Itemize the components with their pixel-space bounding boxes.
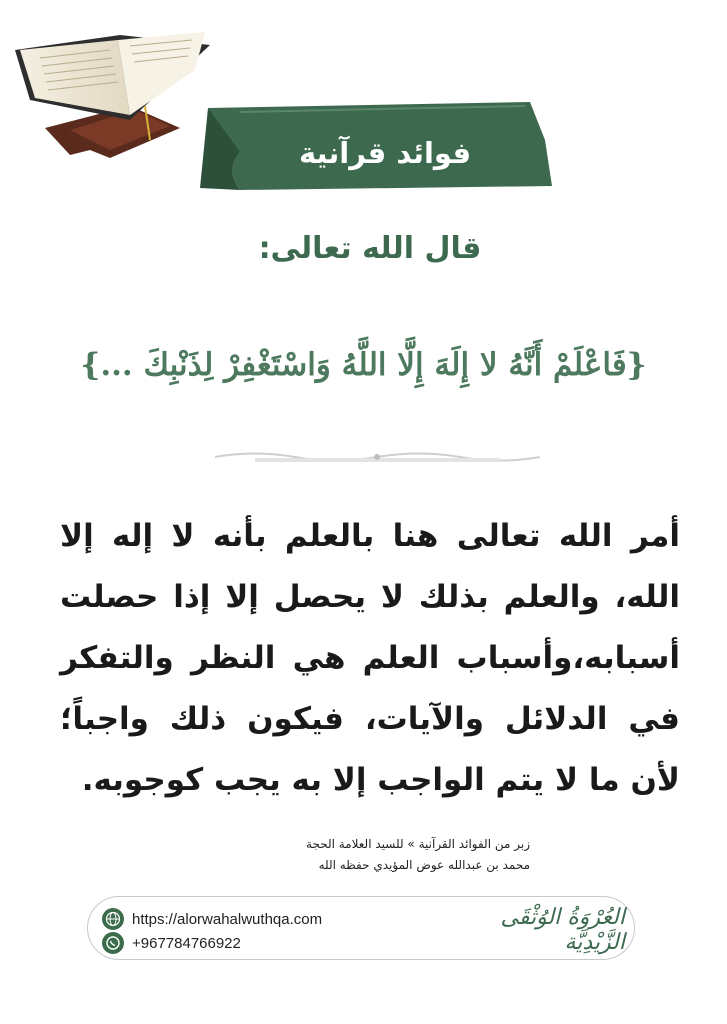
quran-book-icon	[10, 10, 220, 160]
website-row[interactable]	[102, 908, 322, 930]
source-line-1: زبر من الفوائد القرآنية » للسيد العلامة الحجة	[306, 837, 530, 851]
phone-number[interactable]: +967784766922	[132, 934, 241, 952]
whatsapp-icon	[102, 932, 124, 954]
globe-icon	[102, 908, 124, 930]
commentary-text: أمر الله تعالى هنا بالعلم بأنه لا إله إلا الله، والعلم بذلك لا يحصل إلا إذا حصلت أسبابه،وأسباب العلم هي النظر والتفكر في الدلائل والآيات، فيكون ذلك واجباً؛ لأن ما لا يتم الواجب إلا به يجب كوجوبه.	[60, 518, 680, 798]
phone-row[interactable]	[102, 932, 241, 954]
quran-verse: {فَاعْلَمْ أَنَّهُ لا إِلَهَ إِلَّا اللَّهُ وَاسْتَغْفِرْ لِذَنْبِكَ ...}	[80, 347, 647, 383]
ornament-divider	[215, 446, 540, 468]
source-citation	[240, 834, 530, 884]
source-line-2: محمد بن عبدالله عوض المؤيدي حفظه الله	[318, 858, 530, 872]
ribbon-title: فوائد قرآنية	[298, 136, 472, 170]
website-link[interactable]: https://alorwahalwuthqa.com	[132, 910, 323, 928]
intro-heading: قال الله تعالى:	[258, 230, 482, 266]
organization-logo: العُرْوَةُ الوُثْقَى الزَّيْدِيَّة	[500, 905, 625, 955]
